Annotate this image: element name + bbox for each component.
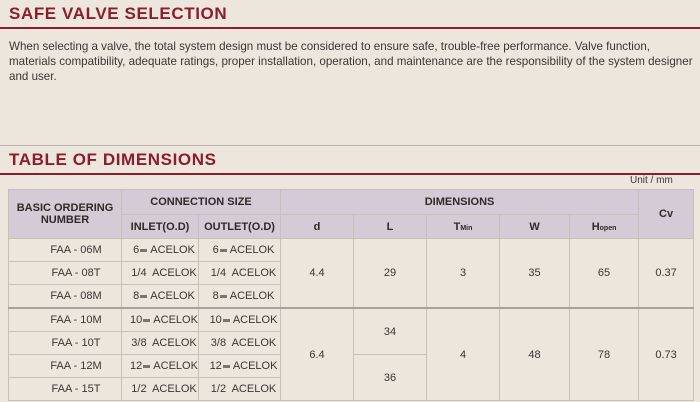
- mm-unit-mark: [220, 295, 227, 298]
- l-value: 36: [354, 355, 427, 401]
- cv-value: 0.73: [639, 308, 694, 401]
- mm-unit-mark: [140, 249, 147, 252]
- col-l: L: [354, 215, 427, 239]
- t-label: T: [453, 220, 461, 233]
- inlet-cell: [122, 332, 199, 355]
- outlet-size: 8: [212, 290, 219, 302]
- ordering-number: FAA - 15T: [9, 378, 122, 401]
- table-row: [9, 308, 694, 332]
- t-value: 4: [427, 308, 500, 401]
- t-value: 3: [427, 239, 500, 309]
- inlet-size: 6: [133, 244, 140, 256]
- inlet-size: 10: [130, 314, 143, 326]
- col-inlet: INLET(O.D): [122, 215, 199, 239]
- outlet-size: 6: [212, 244, 219, 256]
- inlet-size: 12: [130, 360, 143, 372]
- inlet-type: ACELOK: [150, 244, 195, 256]
- col-connection-size: CONNECTION SIZE: [122, 190, 281, 215]
- inlet-size: 1/2: [131, 383, 147, 395]
- outlet-size: 1/4: [210, 267, 227, 279]
- outlet-cell: [199, 378, 281, 401]
- mm-unit-mark: [140, 295, 147, 298]
- outlet-cell: [199, 355, 281, 378]
- d-value: 6.4: [281, 308, 354, 401]
- mm-unit-mark: [143, 365, 150, 368]
- mm-unit-mark: [220, 249, 227, 252]
- h-subscript: open: [599, 224, 617, 232]
- inlet-type: ACELOK: [150, 290, 195, 302]
- ordering-number: FAA - 08T: [9, 262, 122, 285]
- inlet-cell: [122, 355, 199, 378]
- cv-label: Cv: [659, 208, 674, 220]
- outlet-cell: [199, 285, 281, 309]
- ordering-number: FAA - 10T: [9, 332, 122, 355]
- outlet-size: 3/8: [210, 337, 227, 349]
- t-subscript: Min: [460, 224, 473, 232]
- inlet-type: ACELOK: [152, 267, 197, 279]
- col-h: [570, 215, 639, 239]
- inlet-size: 3/8: [131, 337, 147, 349]
- mm-unit-mark: [143, 319, 150, 322]
- inlet-cell: [122, 308, 199, 332]
- outlet-cell: [199, 262, 281, 285]
- page-title: SAFE VALVE SELECTION: [9, 4, 228, 23]
- dimensions-table: [8, 189, 694, 401]
- intro-text: When selecting a valve, the total system design must be considered to ensure safe, trouble-free performance. Valve function, materials compatibility, adequate ratings, proper installation, operation, and maintenance are the responsibility of the system designer and user.: [9, 40, 693, 83]
- col-dimensions: DIMENSIONS: [281, 190, 639, 215]
- col-d: d: [281, 215, 354, 239]
- w-value: 35: [500, 239, 570, 309]
- section-bar: [0, 145, 700, 176]
- title-rule: [0, 27, 700, 29]
- l-value: 34: [354, 308, 427, 355]
- l-value: 29: [354, 239, 427, 309]
- inlet-type: ACELOK: [152, 337, 197, 349]
- h-label: H: [591, 220, 600, 233]
- inlet-size: 8: [133, 290, 140, 302]
- col-basic-ordering-number: BASIC ORDERING NUMBER: [9, 190, 122, 239]
- d-value: 4.4: [281, 239, 354, 309]
- inlet-cell: [122, 239, 199, 262]
- outlet-size: 10: [209, 314, 222, 326]
- outlet-type: ACELOK: [231, 383, 277, 395]
- outlet-type: ACELOK: [229, 244, 275, 256]
- inlet-type: ACELOK: [153, 314, 198, 326]
- outlet-type: ACELOK: [231, 267, 277, 279]
- outlet-size: 12: [209, 360, 222, 372]
- outlet-type: ACELOK: [231, 337, 277, 349]
- outlet-type: ACELOK: [232, 360, 278, 372]
- inlet-cell: [122, 262, 199, 285]
- title-bar: [0, 0, 700, 30]
- unit-label: Unit / mm: [630, 175, 673, 186]
- col-t: [427, 215, 500, 239]
- col-w: W: [500, 215, 570, 239]
- col-cv: [639, 190, 694, 239]
- outlet-cell: [199, 308, 281, 332]
- ordering-number: FAA - 10M: [9, 308, 122, 332]
- w-value: 48: [500, 308, 570, 401]
- mm-unit-mark: [223, 319, 230, 322]
- section-rule: [0, 173, 700, 175]
- outlet-type: ACELOK: [229, 290, 275, 302]
- outlet-cell: [199, 239, 281, 262]
- col-outlet: OUTLET(O.D): [199, 215, 281, 239]
- ordering-number: FAA - 08M: [9, 285, 122, 309]
- ordering-number: FAA - 12M: [9, 355, 122, 378]
- mm-unit-mark: [223, 365, 230, 368]
- ordering-number: FAA - 06M: [9, 239, 122, 262]
- outlet-type: ACELOK: [232, 314, 278, 326]
- outlet-cell: [199, 332, 281, 355]
- table-row: [9, 239, 694, 262]
- inlet-cell: [122, 285, 199, 309]
- section-title: TABLE OF DIMENSIONS: [9, 150, 217, 169]
- cv-value: 0.37: [639, 239, 694, 309]
- inlet-type: ACELOK: [153, 360, 198, 372]
- h-value: 65: [570, 239, 639, 309]
- inlet-cell: [122, 378, 199, 401]
- inlet-size: 1/4: [131, 267, 147, 279]
- h-value: 78: [570, 308, 639, 401]
- inlet-type: ACELOK: [152, 383, 197, 395]
- outlet-size: 1/2: [210, 383, 227, 395]
